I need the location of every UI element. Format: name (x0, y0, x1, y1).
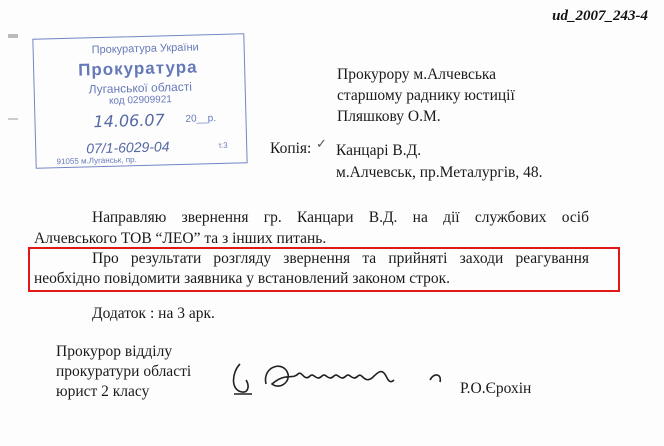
paragraph-line: Алчевського ТОВ “ЛЕО” та з інших питань. (34, 230, 327, 247)
paragraph-line: Направляю звернення гр. Канцари В.Д. на дії службових осіб (92, 209, 589, 226)
scan-artifact (8, 34, 18, 38)
copy-line: м.Алчевськ, пр.Металургів, 48. (336, 164, 543, 181)
document-id: ud_2007_243-4 (552, 8, 648, 24)
handwritten-signature (226, 350, 456, 400)
addressee-line: старшому раднику юстиції (337, 87, 515, 104)
stamp-reg-number: 07/1-6029-04 (86, 138, 170, 157)
copy-line: Канцарі В.Д. (336, 142, 422, 159)
registration-stamp (32, 33, 247, 169)
addressee-block (337, 64, 515, 127)
stamp-org: Прокуратура України (91, 41, 199, 57)
position-line: прокуратури області (56, 363, 192, 380)
position-line: юрист 2 класу (56, 383, 150, 400)
copy-recipient (336, 140, 542, 184)
attachment-note: Додаток : на 3 арк. (92, 305, 215, 322)
signer-position (56, 342, 191, 402)
addressee-line: Пляшкову О.М. (337, 108, 441, 125)
stamp-address-end: т.3 (218, 140, 228, 150)
stamp-title: Прокуратура (77, 57, 198, 80)
stamp-address: 91055 м.Луганськ, пр. (56, 155, 137, 167)
paragraph-line: Про результати розгляду звернення та прийняті заходи реагування (92, 250, 589, 267)
stamp-date: 14.06.07 (93, 110, 166, 132)
stamp-region: Луганської області (88, 79, 193, 97)
body-paragraph (34, 207, 589, 249)
check-mark-icon: ✓ (316, 136, 327, 151)
signer-name: Р.О.Єрохін (460, 380, 532, 397)
copy-label: Копія: (270, 140, 312, 157)
stamp-code: код 02909921 (108, 94, 173, 107)
stamp-year-suffix: 20__р. (185, 113, 217, 125)
highlight-box (28, 247, 620, 292)
position-line: Прокурор відділу (56, 343, 173, 360)
paragraph-line: необхідно повідомити заявника у встановлений законом строк. (34, 270, 451, 287)
addressee-line: Прокурору м.Алчевська (337, 66, 497, 83)
scan-artifact (8, 118, 18, 120)
